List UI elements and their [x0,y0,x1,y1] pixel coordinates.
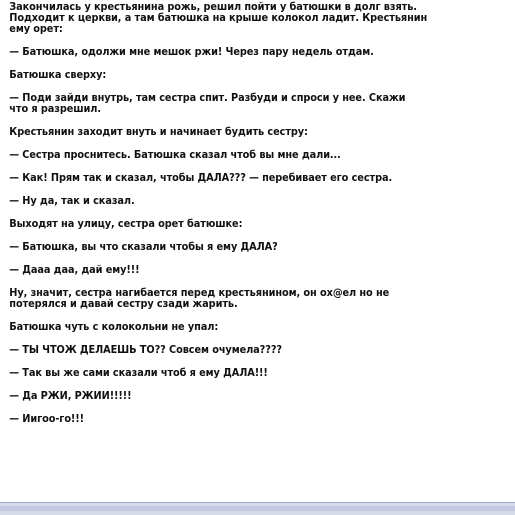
horizontal-scrollbar[interactable] [0,502,515,515]
paragraph: — Сестра проснитесь. Батюшка сказал чтоб вы мне дали... [9,149,341,161]
paragraph: — Батюшка, одолжи мне мешок ржи! Через пару недель отдам. [9,46,374,58]
paragraph: Батюшка чуть с колокольни не упал: [9,321,219,333]
paragraph: — ТЫ ЧТОЖ ДЕЛАЕШЬ ТО?? Совсем очумела???? [9,344,282,356]
scrollbar-track[interactable] [0,506,515,511]
paragraph: — Дааа даа, дай ему!!! [9,264,140,276]
paragraph: — Батюшка, вы что сказали чтобы я ему ДАЛА? [9,241,278,253]
paragraph: — Как! Прям так и сказал, чтобы ДАЛА??? — перебивает его сестра. [9,172,393,184]
paragraph: Ну, значит, сестра нагибается перед крестьянином, он ох@ел но не потерялся и давай сестру сзади жарить. [9,287,390,310]
paragraph: — Да РЖИ, РЖИИ!!!!! [9,390,132,402]
paragraph: Батюшка сверху: [9,69,107,81]
paragraph: Крестьянин заходит внуть и начинает будить сестру: [9,126,308,138]
paragraph: Закончилась у крестьянина рожь, решил пойти у батюшки в долг взять. Подходит к церкви, а там батюшка на крыше колокол ладит. Крестьянин ему орет: [9,1,428,35]
paragraph: — Так вы же сами сказали чтоб я ему ДАЛА!!! [9,367,268,379]
paragraph: — Поди зайди внутрь, там сестра спит. Разбуди и спроси у нее. Скажи что я разрешил. [9,92,406,115]
paragraph: — Ну да, так и сказал. [9,195,135,207]
paragraph: — Иигоо-го!!! [9,413,85,425]
paragraph: Выходят на улицу, сестра орет батюшке: [9,218,243,230]
